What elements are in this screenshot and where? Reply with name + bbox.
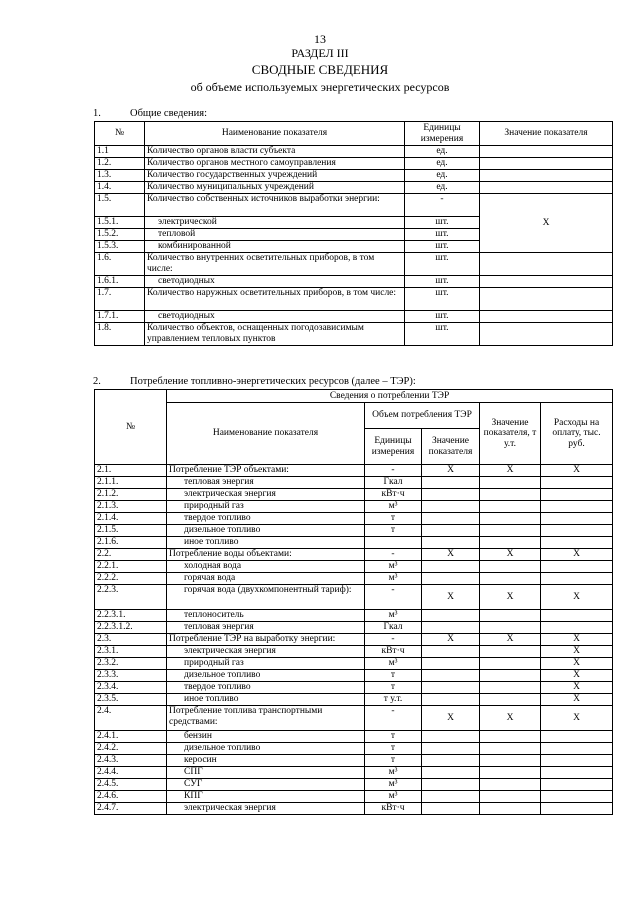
row-value (422, 622, 480, 634)
row-unit: м³ (365, 779, 422, 791)
row-number: 2.1.6. (95, 537, 167, 549)
row-name: твердое топливо (167, 513, 365, 525)
row-number: 1.6. (95, 253, 145, 276)
row-value-tut (480, 646, 541, 658)
row-number: 2.2.3.1. (95, 610, 167, 622)
table-row (95, 791, 613, 803)
row-number: 2.3.1. (95, 646, 167, 658)
row-value (422, 767, 480, 779)
table-row (95, 158, 613, 170)
row-value (422, 658, 480, 670)
row-unit: шт. (405, 229, 480, 241)
row-name: тепловая энергия (167, 477, 365, 489)
row-number: 2.4.1. (95, 731, 167, 743)
row-number: 2.1.2. (95, 489, 167, 501)
col-header-name: Наименование показателя (145, 122, 405, 146)
row-value-tut (480, 803, 541, 815)
row-value (480, 276, 613, 288)
row-costs (541, 803, 613, 815)
row-number: 1.3. (95, 170, 145, 182)
row-value-tut (480, 537, 541, 549)
row-value-tut (480, 561, 541, 573)
row-unit (365, 537, 422, 549)
row-costs (541, 779, 613, 791)
row-costs (541, 501, 613, 513)
row-unit: ед. (405, 182, 480, 194)
row-costs (541, 561, 613, 573)
row-costs (541, 791, 613, 803)
row-costs: X (541, 634, 613, 646)
table-row (95, 537, 613, 549)
row-value-tut (480, 767, 541, 779)
row-value (422, 610, 480, 622)
row-value-tut (480, 477, 541, 489)
row-value (422, 803, 480, 815)
table-row (95, 622, 613, 634)
row-unit: ед. (405, 170, 480, 182)
table-row (95, 779, 613, 791)
col-header-volume: Объем потребления ТЭР (365, 403, 480, 429)
row-name: электрическая энергия (167, 489, 365, 501)
row-value-tut (480, 694, 541, 706)
row-unit: м³ (365, 767, 422, 779)
row-costs (541, 731, 613, 743)
row-value-tut (480, 573, 541, 585)
row-value-tut: X (480, 634, 541, 646)
row-unit: т (365, 755, 422, 767)
row-value-tut (480, 743, 541, 755)
row-costs: X (541, 658, 613, 670)
row-name: Потребление топлива транспортными средствами: (167, 706, 365, 731)
row-value: X (480, 194, 613, 253)
row-value (422, 779, 480, 791)
row-unit: т (365, 525, 422, 537)
row-costs: X (541, 706, 613, 731)
row-unit: кВт·ч (365, 489, 422, 501)
row-value (422, 682, 480, 694)
row-value-tut: X (480, 585, 541, 610)
row-name: иное топливо (167, 537, 365, 549)
row-number: 2.2. (95, 549, 167, 561)
table-row (95, 706, 613, 731)
row-unit: кВт·ч (365, 646, 422, 658)
row-costs: X (541, 549, 613, 561)
row-value-tut (480, 755, 541, 767)
row-number: 1.5. (95, 194, 145, 217)
row-number: 2.1.5. (95, 525, 167, 537)
section2-title: Потребление топливно-энергетических ресурсов (далее – ТЭР): (130, 376, 416, 387)
row-number: 2.3.2. (95, 658, 167, 670)
row-costs (541, 755, 613, 767)
row-name: СУГ (167, 779, 365, 791)
document-title: СВОДНЫЕ СВЕДЕНИЯ (251, 62, 389, 77)
row-costs: X (541, 585, 613, 610)
table-row (95, 194, 613, 217)
row-value (480, 170, 613, 182)
row-costs (541, 767, 613, 779)
row-name: КПГ (167, 791, 365, 803)
row-costs (541, 537, 613, 549)
row-unit: шт. (405, 323, 480, 346)
row-costs (541, 489, 613, 501)
row-value (480, 323, 613, 346)
row-unit: м³ (365, 791, 422, 803)
row-number: 2.3.5. (95, 694, 167, 706)
row-number: 2.3.4. (95, 682, 167, 694)
row-name: природный газ (167, 658, 365, 670)
row-name: бензин (167, 731, 365, 743)
row-value (422, 731, 480, 743)
row-number: 2.2.3.1.2. (95, 622, 167, 634)
row-costs (541, 622, 613, 634)
row-name: дизельное топливо (167, 670, 365, 682)
document-subtitle: об объеме используемых энергетических ресурсов (190, 80, 450, 94)
row-number: 2.2.1. (95, 561, 167, 573)
row-costs: X (541, 465, 613, 477)
row-name: Количество наружных осветительных приборов, в том числе: (145, 288, 405, 311)
row-costs (541, 610, 613, 622)
row-number: 2.4.4. (95, 767, 167, 779)
table-row (95, 803, 613, 815)
row-unit: шт. (405, 217, 480, 229)
row-value-tut (480, 513, 541, 525)
table-row (95, 755, 613, 767)
section1-heading (93, 109, 207, 120)
row-name: керосин (167, 755, 365, 767)
table-row (95, 743, 613, 755)
table-row (95, 561, 613, 573)
table-row (95, 146, 613, 158)
row-name: светодиодных (145, 311, 405, 323)
row-number: 2.1.3. (95, 501, 167, 513)
row-value: X (422, 549, 480, 561)
row-unit: т (365, 743, 422, 755)
row-number: 2.4. (95, 706, 167, 731)
row-costs (541, 743, 613, 755)
row-unit: шт. (405, 288, 480, 311)
section-title: РАЗДЕЛ III (291, 46, 349, 60)
row-value (422, 646, 480, 658)
col-header-value-tut: Значение показателя, т у.т. (480, 403, 541, 465)
row-unit: м³ (365, 501, 422, 513)
section1-number: 1. (93, 108, 101, 119)
col-header-unit: Единицы измерения (405, 122, 480, 146)
row-unit: ед. (405, 158, 480, 170)
row-name: Потребление ТЭР объектами: (167, 465, 365, 477)
row-name: тепловой (145, 229, 405, 241)
section1-title: Общие сведения: (130, 108, 207, 119)
row-value-tut (480, 622, 541, 634)
row-costs (541, 513, 613, 525)
row-unit: т (365, 670, 422, 682)
row-name: Количество государственных учреждений (145, 170, 405, 182)
row-value: X (422, 634, 480, 646)
col-header-group: Сведения о потреблении ТЭР (167, 390, 613, 403)
row-unit: - (365, 585, 422, 610)
row-value (422, 573, 480, 585)
table-row (95, 311, 613, 323)
row-value (422, 501, 480, 513)
row-value-tut: X (480, 706, 541, 731)
row-name: природный газ (167, 501, 365, 513)
row-number: 1.1 (95, 146, 145, 158)
table-row (95, 253, 613, 276)
row-number: 1.4. (95, 182, 145, 194)
row-number: 2.4.2. (95, 743, 167, 755)
row-name: иное топливо (167, 694, 365, 706)
row-unit: шт. (405, 276, 480, 288)
row-costs: X (541, 646, 613, 658)
row-name: Количество муниципальных учреждений (145, 182, 405, 194)
row-unit: т (365, 731, 422, 743)
table-row (95, 767, 613, 779)
row-value (480, 288, 613, 311)
row-number: 2.2.2. (95, 573, 167, 585)
row-unit: шт. (405, 311, 480, 323)
row-value (422, 489, 480, 501)
page-number: 13 (314, 32, 326, 46)
row-name: Количество собственных источников выработки энергии: (145, 194, 405, 217)
row-number: 2.4.7. (95, 803, 167, 815)
row-number: 1.5.1. (95, 217, 145, 229)
row-name: СПГ (167, 767, 365, 779)
row-value-tut (480, 779, 541, 791)
row-number: 1.8. (95, 323, 145, 346)
row-value-tut (480, 489, 541, 501)
row-name: электрической (145, 217, 405, 229)
table-row (95, 549, 613, 561)
col-header-unit: Единицы измерения (365, 429, 422, 465)
ter-consumption-table (94, 389, 613, 815)
row-value-tut (480, 658, 541, 670)
table-row (95, 731, 613, 743)
row-value (480, 253, 613, 276)
row-value (422, 791, 480, 803)
row-name: тепловая энергия (167, 622, 365, 634)
row-value (422, 561, 480, 573)
row-costs: X (541, 682, 613, 694)
row-value-tut (480, 501, 541, 513)
col-header-num: № (95, 390, 167, 465)
row-value: X (422, 465, 480, 477)
row-value (480, 311, 613, 323)
row-number: 2.4.6. (95, 791, 167, 803)
row-name: горячая вода (двухкомпонентный тариф): (167, 585, 365, 610)
table-row (95, 276, 613, 288)
row-unit: кВт·ч (365, 803, 422, 815)
row-name: теплоноситель (167, 610, 365, 622)
row-number: 1.5.3. (95, 241, 145, 253)
row-value (422, 537, 480, 549)
row-name: Количество внутренних осветительных приборов, в том числе: (145, 253, 405, 276)
row-value-tut: X (480, 465, 541, 477)
row-name: светодиодных (145, 276, 405, 288)
table-row (95, 501, 613, 513)
row-costs (541, 573, 613, 585)
row-value (480, 146, 613, 158)
col-header-value: Значение показателя (480, 122, 613, 146)
row-name: холодная вода (167, 561, 365, 573)
table-row (95, 634, 613, 646)
row-value-tut (480, 791, 541, 803)
row-unit: - (365, 549, 422, 561)
row-number: 1.7.1. (95, 311, 145, 323)
row-unit: т у.т. (365, 694, 422, 706)
row-value: X (422, 706, 480, 731)
row-unit: - (365, 706, 422, 731)
row-number: 1.7. (95, 288, 145, 311)
row-value (480, 158, 613, 170)
table-row (95, 465, 613, 477)
row-value-tut (480, 610, 541, 622)
row-value (422, 755, 480, 767)
row-value (422, 670, 480, 682)
row-unit: м³ (365, 658, 422, 670)
row-costs: X (541, 670, 613, 682)
row-name: электрическая энергия (167, 803, 365, 815)
table-row (95, 658, 613, 670)
row-name: горячая вода (167, 573, 365, 585)
row-unit: Гкал (365, 622, 422, 634)
table-row (95, 610, 613, 622)
table-row (95, 573, 613, 585)
row-name: дизельное топливо (167, 525, 365, 537)
row-costs: X (541, 694, 613, 706)
row-number: 2.1.4. (95, 513, 167, 525)
col-header-value: Значение показателя (422, 429, 480, 465)
row-unit: - (405, 194, 480, 217)
table-row (95, 170, 613, 182)
col-header-num: № (95, 122, 145, 146)
section2-heading (93, 377, 416, 388)
row-name: Количество объектов, оснащенных погодозависимым управлением тепловых пунктов (145, 323, 405, 346)
table-row (95, 489, 613, 501)
row-name: Потребление воды объектами: (167, 549, 365, 561)
row-unit: т (365, 513, 422, 525)
table-row (95, 288, 613, 311)
row-unit: т (365, 682, 422, 694)
table-row (95, 646, 613, 658)
row-value (422, 525, 480, 537)
row-value (422, 694, 480, 706)
table-row (95, 525, 613, 537)
row-value (422, 743, 480, 755)
row-number: 2.1.1. (95, 477, 167, 489)
row-value-tut (480, 731, 541, 743)
row-number: 2.4.3. (95, 755, 167, 767)
row-value (422, 513, 480, 525)
table-row (95, 182, 613, 194)
table-row (95, 670, 613, 682)
row-number: 1.5.2. (95, 229, 145, 241)
row-costs (541, 477, 613, 489)
row-unit: шт. (405, 241, 480, 253)
row-unit: - (365, 634, 422, 646)
row-unit: Гкал (365, 477, 422, 489)
row-unit: м³ (365, 610, 422, 622)
row-name: дизельное топливо (167, 743, 365, 755)
row-costs (541, 525, 613, 537)
row-number: 2.2.3. (95, 585, 167, 610)
row-name: электрическая энергия (167, 646, 365, 658)
col-header-name: Наименование показателя (167, 403, 365, 465)
row-unit: м³ (365, 573, 422, 585)
table-row (95, 323, 613, 346)
table-row (95, 585, 613, 610)
table-row (95, 513, 613, 525)
row-number: 1.6.1. (95, 276, 145, 288)
table-row (95, 477, 613, 489)
row-name: твердое топливо (167, 682, 365, 694)
col-header-costs: Расходы на оплату, тыс. руб. (541, 403, 613, 465)
table-row (95, 682, 613, 694)
row-number: 2.3. (95, 634, 167, 646)
row-name: Потребление ТЭР на выработку энергии: (167, 634, 365, 646)
row-unit: шт. (405, 253, 480, 276)
row-value-tut (480, 670, 541, 682)
row-value-tut (480, 682, 541, 694)
row-number: 2.3.3. (95, 670, 167, 682)
row-number: 2.1. (95, 465, 167, 477)
row-value (480, 182, 613, 194)
row-name: комбинированной (145, 241, 405, 253)
row-unit: - (365, 465, 422, 477)
row-unit: ед. (405, 146, 480, 158)
row-number: 2.4.5. (95, 779, 167, 791)
row-name: Количество органов власти субъекта (145, 146, 405, 158)
row-value-tut: X (480, 549, 541, 561)
row-value: X (422, 585, 480, 610)
row-unit: м³ (365, 561, 422, 573)
row-value-tut (480, 525, 541, 537)
row-value (422, 477, 480, 489)
section2-number: 2. (93, 376, 101, 387)
row-number: 1.2. (95, 158, 145, 170)
table-row (95, 694, 613, 706)
row-name: Количество органов местного самоуправления (145, 158, 405, 170)
general-info-table (94, 121, 613, 346)
